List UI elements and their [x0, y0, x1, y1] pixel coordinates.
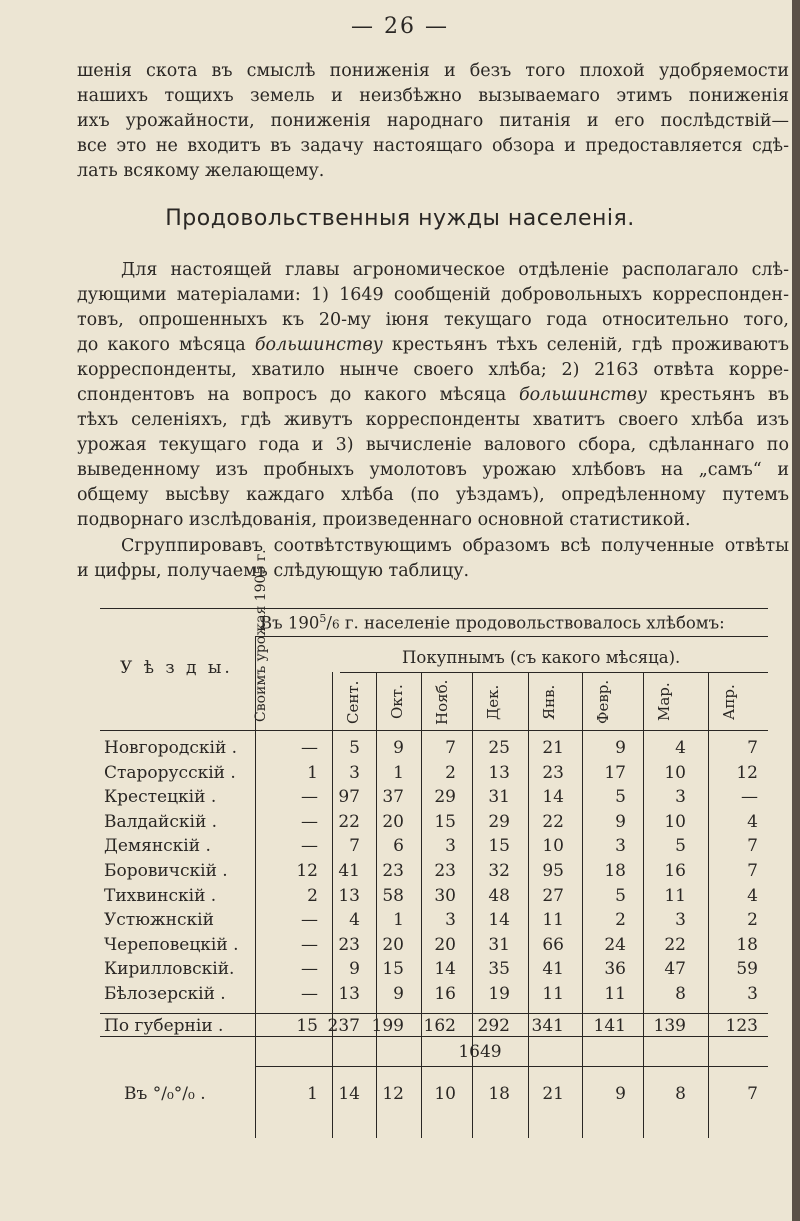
- table-cell: —: [301, 959, 318, 980]
- table-cell: 16: [664, 861, 686, 881]
- text-line: тѣхъ селеніяхъ, гдѣ живутъ корреспонденты хватитъ своего хлѣба изъ: [77, 410, 789, 430]
- table-cell: 2: [445, 762, 456, 783]
- table-cell: 3: [349, 762, 360, 783]
- table-cell: 3: [675, 910, 686, 931]
- column-divider: [528, 672, 529, 1138]
- total-cell: 292: [477, 1016, 510, 1036]
- emphasis-text: большинству: [519, 385, 647, 405]
- table-cell: 20: [382, 934, 404, 955]
- grand-total: 1649: [458, 1042, 502, 1062]
- text-line: Сгруппировавъ соотвѣтствующимъ образомъ всѣ полученные отвѣты: [121, 536, 789, 556]
- materials-paragraph: [77, 258, 789, 533]
- table-cell: 21: [542, 738, 564, 758]
- text-line: ихъ урожайности, пониженія народнаго питанія и его послѣдствій—: [77, 111, 789, 131]
- table-cell: —: [301, 811, 318, 832]
- month-header: Окт.: [388, 684, 406, 720]
- intro-paragraph: [77, 59, 789, 184]
- table-cell: 22: [664, 934, 686, 955]
- month-header: Нояб.: [433, 679, 451, 725]
- month-header: Мар.: [655, 682, 673, 722]
- percent-cell: 21: [542, 1084, 564, 1104]
- table-cell: 29: [488, 811, 510, 832]
- table-cell: 11: [542, 910, 564, 931]
- percent-label: Въ °/₀°/₀ .: [124, 1084, 206, 1104]
- table-cell: —: [301, 910, 318, 931]
- table-cell: 24: [604, 934, 626, 955]
- table-cell: 58: [382, 885, 404, 906]
- table-cell: 2: [747, 910, 758, 931]
- text-line: Для настоящей главы агрономическое отдѣленіе располагало слѣ-: [121, 260, 789, 280]
- text-line: дующими матеріалами: 1) 1649 сообщеній добровольныхъ корреспонден-: [77, 285, 789, 305]
- district-name: Новгородскій .: [104, 738, 238, 758]
- table-cell: 15: [488, 836, 510, 857]
- month-header: Сент.: [344, 680, 362, 724]
- emphasis-text: большинству: [254, 335, 383, 355]
- table-cell: 41: [542, 959, 564, 980]
- district-name: Череповецкій .: [104, 934, 239, 955]
- table-cell: 7: [747, 738, 758, 758]
- total-cell: 141: [593, 1016, 626, 1036]
- district-name: Тихвинскій .: [104, 885, 217, 906]
- table-cell: 1: [393, 910, 404, 931]
- table-cell: 14: [488, 910, 510, 931]
- table-cell: 22: [542, 811, 564, 832]
- table-cell: 4: [747, 811, 758, 832]
- table-cell: 4: [675, 738, 686, 758]
- table-cell: 9: [349, 959, 360, 980]
- percent-cell: 18: [488, 1084, 510, 1104]
- page-edge: [792, 0, 800, 1221]
- month-header: Апр.: [720, 684, 738, 720]
- table-cell: —: [301, 984, 318, 1004]
- table-cell: 9: [615, 811, 626, 832]
- table-cell: 9: [393, 738, 404, 758]
- table-cell: 5: [615, 885, 626, 906]
- district-name: Кирилловскій.: [104, 959, 235, 980]
- table-cell: 3: [615, 836, 626, 857]
- month-header: Дек.: [484, 684, 502, 720]
- column-divider: [643, 672, 644, 1138]
- table-cell: 9: [615, 738, 626, 758]
- table-cell: 2: [615, 910, 626, 931]
- table-cell: 19: [488, 984, 510, 1004]
- column-divider: [421, 672, 422, 1138]
- table-cell: 29: [434, 787, 456, 808]
- table-rule: [100, 730, 768, 731]
- col-uezd-header: У ѣ з д ы.: [120, 658, 233, 678]
- table-cell: 23: [382, 861, 404, 881]
- table-cell: 6: [393, 836, 404, 857]
- table-cell: 5: [615, 787, 626, 808]
- table-cell: 31: [488, 934, 510, 955]
- table-cell: 10: [664, 811, 686, 832]
- text-fragment: крестьянъ въ: [647, 385, 789, 405]
- text-fragment: до какого мѣсяца: [77, 335, 255, 355]
- table-cell: 16: [434, 984, 456, 1004]
- table-cell: 7: [747, 861, 758, 881]
- table-cell: 3: [445, 836, 456, 857]
- table-cell: 18: [604, 861, 626, 881]
- district-name: Демянскій .: [104, 836, 211, 857]
- table-cell: 1: [393, 762, 404, 783]
- district-name: Боровичскій .: [104, 861, 228, 881]
- total-cell: 15: [296, 1016, 318, 1036]
- table-cell: 11: [542, 984, 564, 1004]
- district-name: Старорусскій .: [104, 762, 236, 783]
- section-heading: Продовольственныя нужды населенія.: [165, 206, 635, 231]
- text-fragment: спондентовъ на вопросъ до какого мѣсяца: [77, 385, 519, 405]
- table-cell: 9: [393, 984, 404, 1004]
- table-cell: 15: [434, 811, 456, 832]
- table-cell: 4: [349, 910, 360, 931]
- table-cell: 17: [604, 762, 626, 783]
- table-cell: 5: [349, 738, 360, 758]
- page-number: — 26 —: [351, 14, 449, 39]
- table-cell: 22: [338, 811, 360, 832]
- table-cell: 11: [604, 984, 626, 1004]
- column-divider: [332, 672, 333, 1138]
- table-title: Въ $190^5/6$ г. населеніе продовольствовалось хлѣбомъ:: [260, 612, 725, 633]
- table-cell: 12: [296, 861, 318, 881]
- col-bought-header: Покупнымъ (съ какого мѣсяца).: [402, 648, 681, 667]
- table-cell: 41: [338, 861, 360, 881]
- text-line: подворнаго изслѣдованія, произведеннаго основной статистикой.: [77, 510, 691, 530]
- table-rule: [100, 1036, 768, 1037]
- text-line: корреспонденты, хватило нынче своего хлѣба; 2) 2163 отвѣта корре-: [77, 360, 789, 380]
- table-cell: 27: [542, 885, 564, 906]
- table-cell: 7: [747, 836, 758, 857]
- table-cell: 13: [338, 984, 360, 1004]
- col-own-header: Своимъ урожая 1905 г.: [253, 549, 269, 722]
- table-cell: 13: [338, 885, 360, 906]
- table-cell: 31: [488, 787, 510, 808]
- table-cell: 37: [382, 787, 404, 808]
- text-line: шенія скота въ смыслѣ пониженія и безъ того плохой удобряемости: [77, 61, 789, 81]
- month-header: Янв.: [540, 684, 558, 720]
- total-label: По губерніи .: [104, 1016, 224, 1036]
- summary-paragraph: [77, 534, 789, 584]
- table-cell: 35: [488, 959, 510, 980]
- table-cell: 11: [664, 885, 686, 906]
- table-cell: —: [301, 787, 318, 808]
- table-cell: 95: [542, 861, 564, 881]
- total-cell: 199: [371, 1016, 404, 1036]
- table-cell: 18: [736, 934, 758, 955]
- column-divider: [376, 672, 377, 1138]
- total-cell: 237: [327, 1016, 360, 1036]
- table-rule: [100, 1013, 768, 1014]
- district-name: Устюжнскій: [104, 910, 214, 931]
- table-cell: 10: [664, 762, 686, 783]
- percent-cell: 10: [434, 1084, 456, 1104]
- table-cell: 32: [488, 861, 510, 881]
- table-cell: 3: [747, 984, 758, 1004]
- table-cell: 30: [434, 885, 456, 906]
- table-cell: 14: [542, 787, 564, 808]
- percent-cell: 7: [747, 1084, 758, 1104]
- table-cell: 47: [664, 959, 686, 980]
- percent-cell: 8: [675, 1084, 686, 1104]
- table-cell: 7: [445, 738, 456, 758]
- total-cell: 139: [653, 1016, 686, 1036]
- table-cell: —: [741, 787, 758, 808]
- table-cell: —: [301, 738, 318, 758]
- text-line: все это не входитъ въ задачу настоящаго обзора и предоставляется сдѣ-: [77, 136, 789, 156]
- table-cell: 8: [675, 984, 686, 1004]
- table-cell: 5: [675, 836, 686, 857]
- table-rule: [340, 672, 768, 673]
- text-line: урожая текущаго года и 3) вычисленіе валового сбора, сдѣланнаго по: [77, 435, 789, 455]
- text-line: [77, 383, 789, 408]
- percent-cell: 1: [307, 1084, 318, 1104]
- text-line: [77, 333, 789, 358]
- table-cell: 12: [736, 762, 758, 783]
- table-cell: 15: [382, 959, 404, 980]
- table-cell: 23: [542, 762, 564, 783]
- table-cell: 48: [488, 885, 510, 906]
- column-divider: [255, 636, 256, 1138]
- table-cell: 20: [382, 811, 404, 832]
- text-fragment: крестьянъ тѣхъ селеній, гдѣ проживаютъ: [382, 335, 789, 355]
- text-line: нашихъ тощихъ земель и неизбѣжно вызываемаго этимъ пониженія: [77, 86, 789, 106]
- table-cell: 10: [542, 836, 564, 857]
- table-cell: 13: [488, 762, 510, 783]
- text-line: выведенному изъ пробныхъ умолотовъ урожаю хлѣбовъ на „самъ“ и: [77, 460, 789, 480]
- table-cell: 14: [434, 959, 456, 980]
- table-cell: 2: [307, 885, 318, 906]
- district-name: Бѣлозерскій .: [104, 984, 226, 1004]
- district-name: Крестецкій .: [104, 787, 217, 808]
- text-line: товъ, опрошенныхъ къ 20-му іюня текущаго года относительно того,: [77, 310, 789, 330]
- table-cell: —: [301, 836, 318, 857]
- table-cell: 23: [338, 934, 360, 955]
- table-rule: [100, 608, 768, 609]
- column-divider: [708, 672, 709, 1138]
- table-cell: 4: [747, 885, 758, 906]
- table-cell: 20: [434, 934, 456, 955]
- total-cell: 123: [725, 1016, 758, 1036]
- table-cell: 3: [675, 787, 686, 808]
- percent-cell: 14: [338, 1084, 360, 1104]
- table-rule: [255, 636, 768, 637]
- district-name: Валдайскій .: [104, 811, 218, 832]
- column-divider: [582, 672, 583, 1138]
- table-cell: 3: [445, 910, 456, 931]
- table-cell: —: [301, 934, 318, 955]
- total-cell: 162: [423, 1016, 456, 1036]
- table-cell: 59: [736, 959, 758, 980]
- table-cell: 7: [349, 836, 360, 857]
- text-line: и цифры, получаемъ слѣдующую таблицу.: [77, 561, 470, 581]
- month-header: Февр.: [594, 679, 612, 725]
- table-cell: 23: [434, 861, 456, 881]
- table-cell: 1: [307, 762, 318, 783]
- table-cell: 36: [604, 959, 626, 980]
- table-cell: 97: [338, 787, 360, 808]
- text-line: лать всякому желающему.: [77, 161, 325, 181]
- percent-cell: 9: [615, 1084, 626, 1104]
- table-cell: 25: [488, 738, 510, 758]
- total-cell: 341: [531, 1016, 564, 1036]
- table-cell: 66: [542, 934, 564, 955]
- percent-cell: 12: [382, 1084, 404, 1104]
- column-divider: [472, 672, 473, 1138]
- text-line: общему высѣву каждаго хлѣба (по уѣздамъ), опредѣленному путемъ: [77, 485, 789, 505]
